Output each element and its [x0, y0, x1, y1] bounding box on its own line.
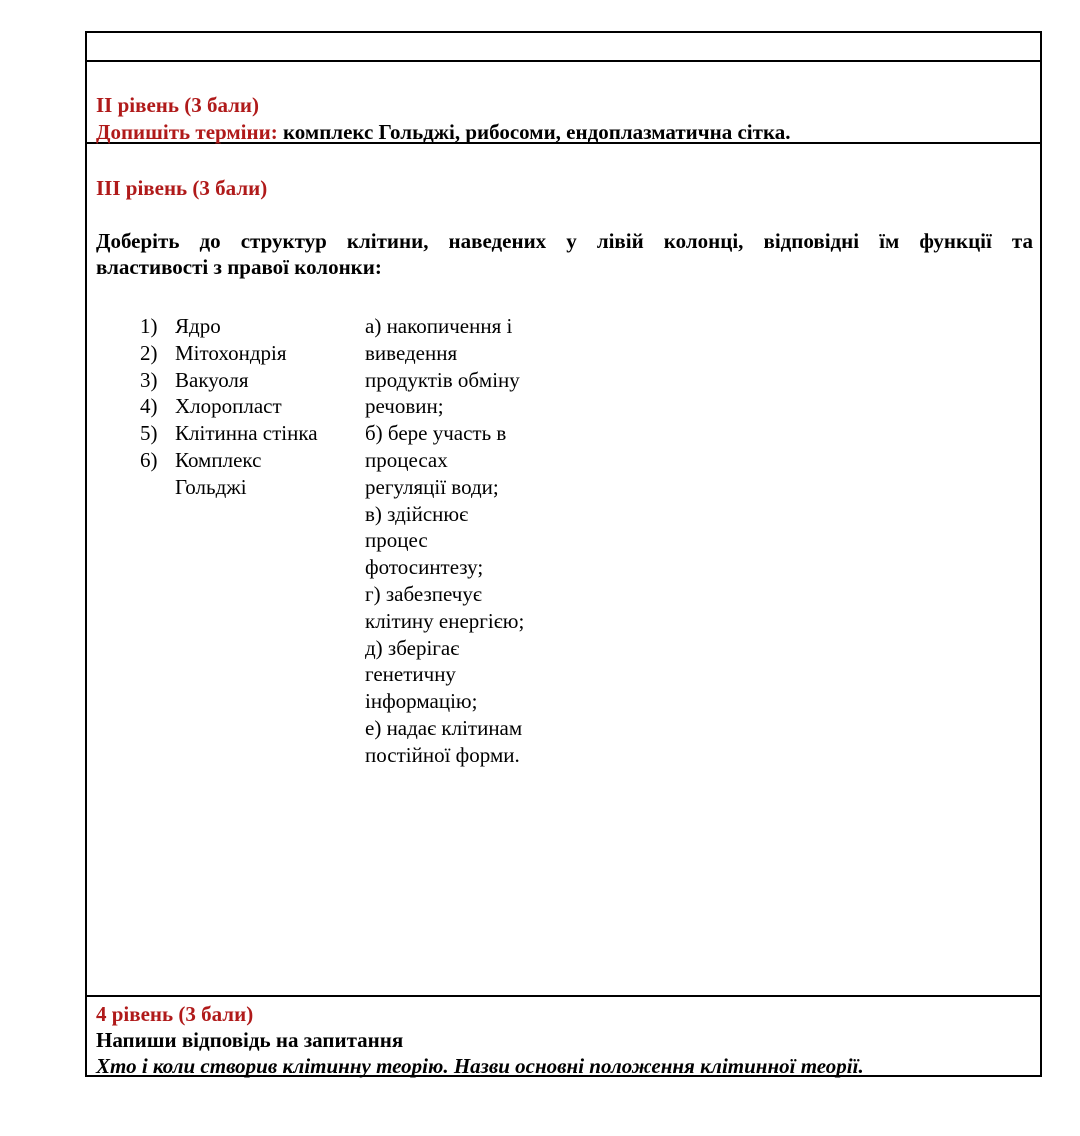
function-line: виведення — [365, 340, 458, 365]
function-line: клітину енергією; — [365, 608, 525, 633]
worksheet-table — [85, 31, 1042, 1077]
structure-name: Клітинна стінка — [175, 421, 318, 446]
structure-item — [140, 340, 345, 367]
structure-name: Ядро — [175, 314, 221, 338]
structure-item — [140, 393, 345, 420]
level4-question: Хто і коли створив клітинну теорію. Назви основні положення клітинної теорії. — [96, 1054, 864, 1078]
function-line: г) забезпечує — [365, 581, 482, 606]
function-line: регуляції води; — [365, 474, 499, 499]
function-line: а) накопичення і — [365, 314, 513, 338]
structure-item — [140, 367, 345, 394]
function-line: е) надає клітинам — [365, 715, 523, 740]
structure-name: Комплекс Гольджі — [175, 447, 262, 499]
level3-section — [87, 144, 1040, 997]
level2-task-text: комплекс Гольджі, рибосоми, ендоплазматична сітка. — [277, 120, 791, 144]
structure-number: 3) — [140, 367, 158, 392]
function-line: б) бере участь в — [365, 421, 507, 446]
level2-heading: II рівень (3 бали) — [96, 93, 260, 117]
structure-number: 6) — [140, 447, 158, 472]
function-line: процесах — [365, 447, 448, 472]
structures-list — [140, 313, 345, 501]
level2-task-label: Допишіть терміни: — [96, 120, 278, 144]
level2-task — [96, 119, 790, 145]
structure-name: Мітохондрія — [175, 340, 287, 365]
functions-list — [365, 313, 550, 769]
empty-row — [87, 33, 1040, 62]
level3-instruction-line1: Доберіть до структур клітини, наведених у лівій колонці, відповідні їм функції та — [96, 229, 1033, 253]
structure-number: 1) — [140, 314, 158, 338]
level4-instruction: Напиши відповідь на запитання — [96, 1028, 404, 1052]
function-line: речовин; — [365, 394, 444, 419]
function-line: процес — [365, 528, 428, 553]
level3-heading: III рівень (3 бали) — [96, 176, 268, 200]
function-line: фотосинтезу; — [365, 555, 484, 580]
function-line: д) зберігає — [365, 635, 460, 660]
function-line: продуктів обміну — [365, 367, 520, 392]
level2-section — [87, 62, 1040, 144]
structure-item — [140, 313, 345, 340]
level3-instruction-line2: властивості з правої колонки: — [96, 255, 382, 279]
function-line: генетичну — [365, 662, 456, 687]
structure-number: 2) — [140, 340, 158, 365]
level4-section — [87, 997, 1040, 1077]
structure-number: 5) — [140, 421, 158, 446]
structure-item — [140, 447, 295, 501]
structure-item — [140, 420, 345, 447]
structure-name: Вакуоля — [175, 367, 249, 392]
function-line: інформацію; — [365, 689, 478, 714]
structure-name: Хлоропласт — [175, 394, 282, 419]
function-line: в) здійснює — [365, 501, 469, 526]
structure-number: 4) — [140, 394, 158, 419]
function-line: постійної форми. — [365, 742, 520, 767]
level4-heading: 4 рівень (3 бали) — [96, 1002, 254, 1026]
